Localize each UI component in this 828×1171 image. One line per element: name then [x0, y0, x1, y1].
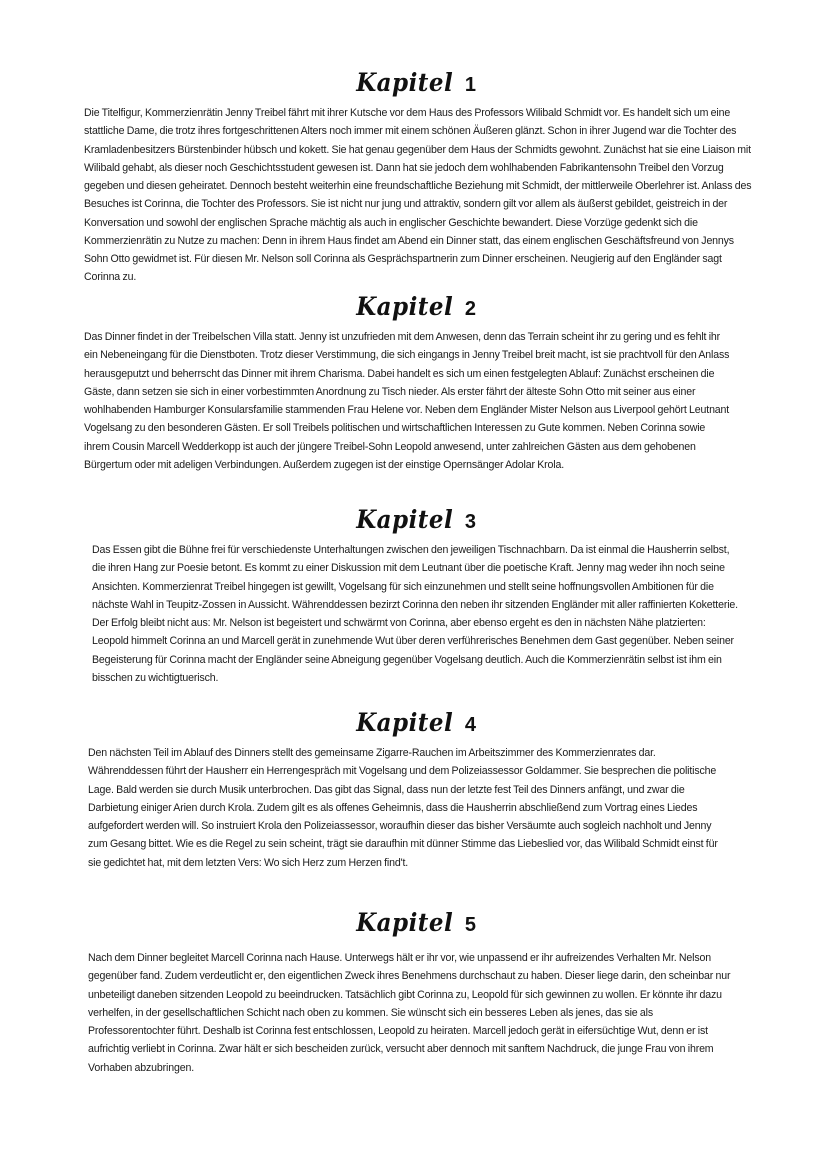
chapter-5 — [0, 906, 828, 1074]
chapter-4 — [0, 706, 828, 869]
chapter-3 — [0, 503, 828, 684]
chapter-heading — [0, 706, 828, 740]
chapter-heading — [0, 503, 828, 537]
chapter-label: Kapitel — [355, 708, 453, 737]
chapter-number: 3 — [464, 511, 477, 533]
chapter-number: 5 — [464, 914, 477, 936]
chapter-text: Den nächsten Teil im Ablauf des Dinners stellt des gemeinsame Zigarre-Rauchen im Arbeitszimmer des Kommerzienrates dar. Währenddessen führt der Hausherr ein Herrengespräch mit Vogelsang und dem Polizeiassessor Goldammer. Sie besprechen die politische Lage. Bald werden sie durch Musik unterbrochen. Das gibt das Signal, dass nun der letzte fest Teil des Dinners anfängt, und zwar die Darbietung einiger Arien durch Krola. Zudem gilt es als offenes Geheimnis, dass die Hausherrin abschließend zum Vortrag eines Liedes aufgefordert werden will. So instruiert Krola den Polizeiassessor, woraufhin dieser das bisher Versäumte auch sogleich nachholt und Jenny zum Gesang bittet. Wie es die Regel zu sein scheint, trägt sie daraufhin mit dünner Stimme das Liebeslied vor, das Wilibald Schmidt einst für sie gedichtet hat, mit dem letzten Vers: Wo sich Herz zum Herzen find't. — [88, 747, 718, 869]
chapter-label: Kapitel — [355, 908, 453, 937]
chapter-label: Kapitel — [355, 68, 453, 97]
chapter-1 — [0, 66, 828, 284]
chapter-heading — [0, 290, 828, 324]
chapter-label: Kapitel — [355, 505, 453, 534]
chapter-text: Das Essen gibt die Bühne frei für verschiedenste Unterhaltungen zwischen den jeweiligen Tischnachbarn. Da ist einmal die Hausherrin selbst, die ihren Hang zur Poesie betont. Es kommt zu einer Diskussion mit dem Leutnant über die poetische Kraft. Jenny mag weder ihn noch seine Ansichten. Kommerzienrat Treibel hingegen ist gewillt, Vogelsang für sich einzunehmen und stellt seine hoffnungsvollen Ambitionen für die nächste Wahl in Teupitz-Zossen in Aussicht. Währenddessen bezirzt Corinna den neben ihr sitzenden Engländer mit aller raffinierten Koketterie. Der Erfolg bleibt nicht aus: Mr. Nelson ist begeistert und schwärmt von Corinna, aber ebenso ergeht es den in nächsten Nähe platzierten: Leopold himmelt Corinna an und Marcell gerät in zunehmende Wut über deren verführerisches Benehmen dem Gast gegenüber. Neben seiner Begeisterung für Corinna macht der Engländer seine Abneigung gegenüber Vogelsang deutlich. Auch die Kommerzienrätin selbst ist ihm ein bisschen zu wichtigtuerisch. — [92, 544, 738, 684]
chapter-heading — [0, 906, 828, 940]
chapter-2 — [0, 290, 828, 471]
chapter-number: 1 — [464, 74, 477, 96]
chapter-number: 4 — [464, 714, 477, 736]
chapter-text: Die Titelfigur, Kommerzienrätin Jenny Treibel fährt mit ihrer Kutsche vor dem Haus des Professors Wilibald Schmidt vor. Es handelt sich um eine stattliche Dame, die trotz ihres fortgeschrittenen Alters noch immer mit einem schönen Äußeren glänzt. Schon in ihrer Jugend war die Tochter des Kramladenbesitzers Bürstenbinder hübsch und kokett. Sie hat genau gegenüber dem Haus der Schmidts gewohnt. Zunächst hat sie eine Liaison mit Wilibald gehabt, als dieser noch Geschichtsstudent gewesen ist. Dann hat sie jedoch dem wohlhabenden Fabrikantensohn Treibel den Vorzug gegeben und diesen geheiratet. Dennoch besteht weiterhin eine freundschaftliche Beziehung mit Schmidt, der mittlerweile Oberlehrer ist. Anlass des Besuches ist Corinna, die Tochter des Professors. Sie ist nicht nur jung und attraktiv, sondern gilt vor allem als äußerst gebildet, geistreich in der Konversation und sowohl der englischen Sprache mächtig als auch in englischer Geschichte bewandert. Diese Vorzüge gedenkt sich die Kommerzienrätin zu Nutze zu machen: Denn in ihrem Haus findet am Abend ein Dinner statt, das einem englischen Geschäftsfreund von Jennys Sohn Otto gewidmet ist. Für diesen Mr. Nelson soll Corinna als Gesprächspartnerin zum Dinner erscheinen. Neugierig auf den Engländer sagt Corinna zu. — [84, 107, 752, 284]
chapter-number: 2 — [464, 298, 477, 320]
chapter-text: Nach dem Dinner begleitet Marcell Corinna nach Hause. Unterwegs hält er ihr vor, wie unpassend er ihr aufreizendes Verhalten Mr. Nelson gegenüber fand. Zudem verdeutlicht er, den eigentlichen Zweck ihres Benehmens durchschaut zu haben. Dieser liege darin, den scheinbar nur unbeteiligt daneben sitzenden Leopold zu beeindrucken. Tatsächlich gibt Corinna zu, Leopold für sich gewinnen zu wollen. Er könnte ihr dazu verhelfen, in der gesellschaftlichen Schicht nach oben zu kommen. Sie wünscht sich ein besseres Leben als jenes, das sie als Professorentochter führt. Deshalb ist Corinna fest entschlossen, Leopold zu heiraten. Marcell jedoch gerät in eifersüchtige Wut, denn er ist aufrichtig verliebt in Corinna. Zwar hält er sich bescheiden zurück, versucht aber dennoch mit sanftem Nachdruck, die junge Frau von ihrem Vorhaben abzubringen. — [88, 952, 731, 1074]
chapter-text: Das Dinner findet in der Treibelschen Villa statt. Jenny ist unzufrieden mit dem Anwesen, denn das Terrain scheint ihr zu gering und es fehlt ihr ein Nebeneingang für die Dienstboten. Trotz dieser Verstimmung, die sich eingangs in Jenny Treibel breit macht, ist sie prachtvoll für den Anlass herausgeputzt und beherrscht das Dinner mit ihrem Charisma. Dabei handelt es sich um einen festgelegten Ablauf: Zunächst erscheinen die Gäste, dann setzen sie sich in einer vorbestimmten Anordnung zu Tisch nieder. Als erster fährt der älteste Sohn Otto mit seiner aus einer wohlhabenden Hamburger Konsularsfamilie stammenden Frau Helene vor. Neben dem Engländer Mister Nelson aus Liverpool gehört Leutnant Vogelsang zu den besonderen Gästen. Er soll Treibels politischen und wirtschaftlichen Interessen zu Gute kommen. Neben Corinna sowie ihrem Cousin Marcell Wedderkopp ist auch der jüngere Treibel-Sohn Leopold anwesend, unter zahlreichen Gästen aus dem gehobenen Bürgertum oder mit adeligen Verbindungen. Außerdem zugegen ist der einstige Opernsänger Adolar Krola. — [84, 331, 730, 471]
chapter-heading — [0, 66, 828, 100]
chapter-label: Kapitel — [355, 292, 453, 321]
